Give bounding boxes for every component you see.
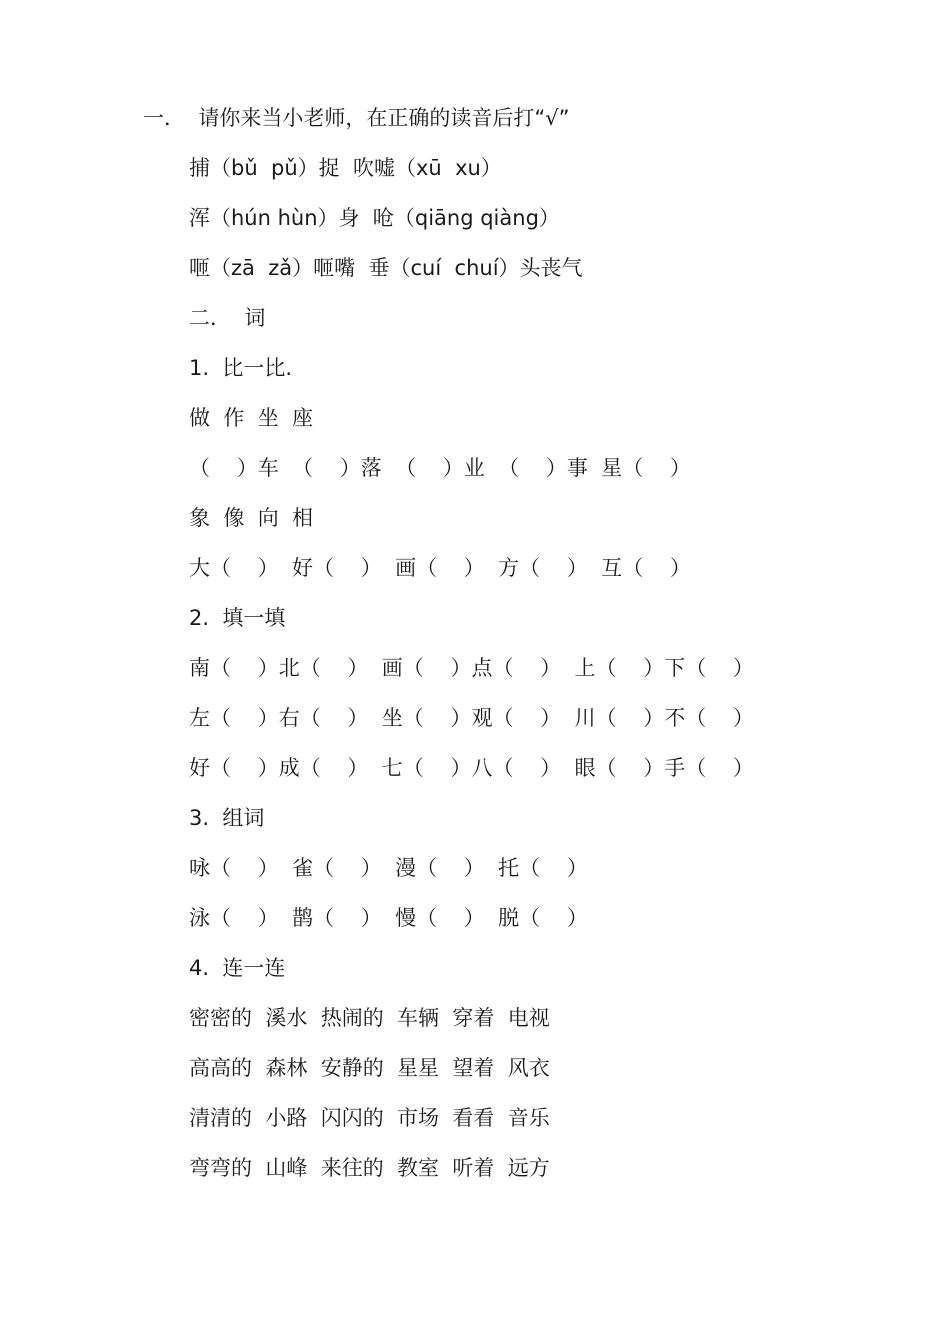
pinyin-item-row: 浑（hún hùn）身 呛（qiāng qiàng）: [189, 206, 560, 230]
blank-row: 好（ ）成（ ） 七（ ）八（ ） 眼（ ）手（ ）: [189, 756, 754, 780]
blank-row: （ ）车 （ ）落 （ ）业 （ ）事 星（ ）: [189, 456, 691, 480]
matching-row: 清清的 小路 闪闪的 市场 看看 音乐: [189, 1106, 550, 1130]
blank-row: 左（ ）右（ ） 坐（ ）观（ ） 川（ ）不（ ）: [189, 706, 754, 730]
blank-row: 南（ ）北（ ） 画（ ）点（ ） 上（ ）下（ ）: [189, 656, 754, 680]
subsection-heading: 3. 组词: [189, 806, 265, 830]
subsection-heading: 1. 比一比.: [189, 356, 293, 380]
section-2-heading: 二． 词: [189, 306, 266, 330]
character-choices: 做 作 坐 座: [189, 406, 314, 430]
matching-row: 高高的 森林 安静的 星星 望着 风衣: [189, 1056, 550, 1080]
pinyin-item-row: 咂（zā zǎ）咂嘴 垂（cuí chuí）头丧气: [189, 256, 583, 280]
subsection-heading: 4. 连一连: [189, 956, 286, 980]
blank-row: 大（ ） 好（ ） 画（ ） 方（ ） 互（ ）: [189, 556, 691, 580]
pinyin-item-row: 捕（bǔ pǔ）捉 吹嘘（xū xu）: [189, 156, 502, 180]
matching-row: 密密的 溪水 热闹的 车辆 穿着 电视: [189, 1006, 550, 1030]
section-1-heading: 一． 请你来当小老师，在正确的读音后打“√”: [143, 106, 570, 130]
blank-row: 咏（ ） 雀（ ） 漫（ ） 托（ ）: [189, 856, 588, 880]
character-choices: 象 像 向 相: [189, 506, 314, 530]
blank-row: 泳（ ） 鹊（ ） 慢（ ） 脱（ ）: [189, 906, 588, 930]
matching-row: 弯弯的 山峰 来往的 教室 听着 远方: [189, 1156, 550, 1180]
subsection-heading: 2. 填一填: [189, 606, 286, 630]
